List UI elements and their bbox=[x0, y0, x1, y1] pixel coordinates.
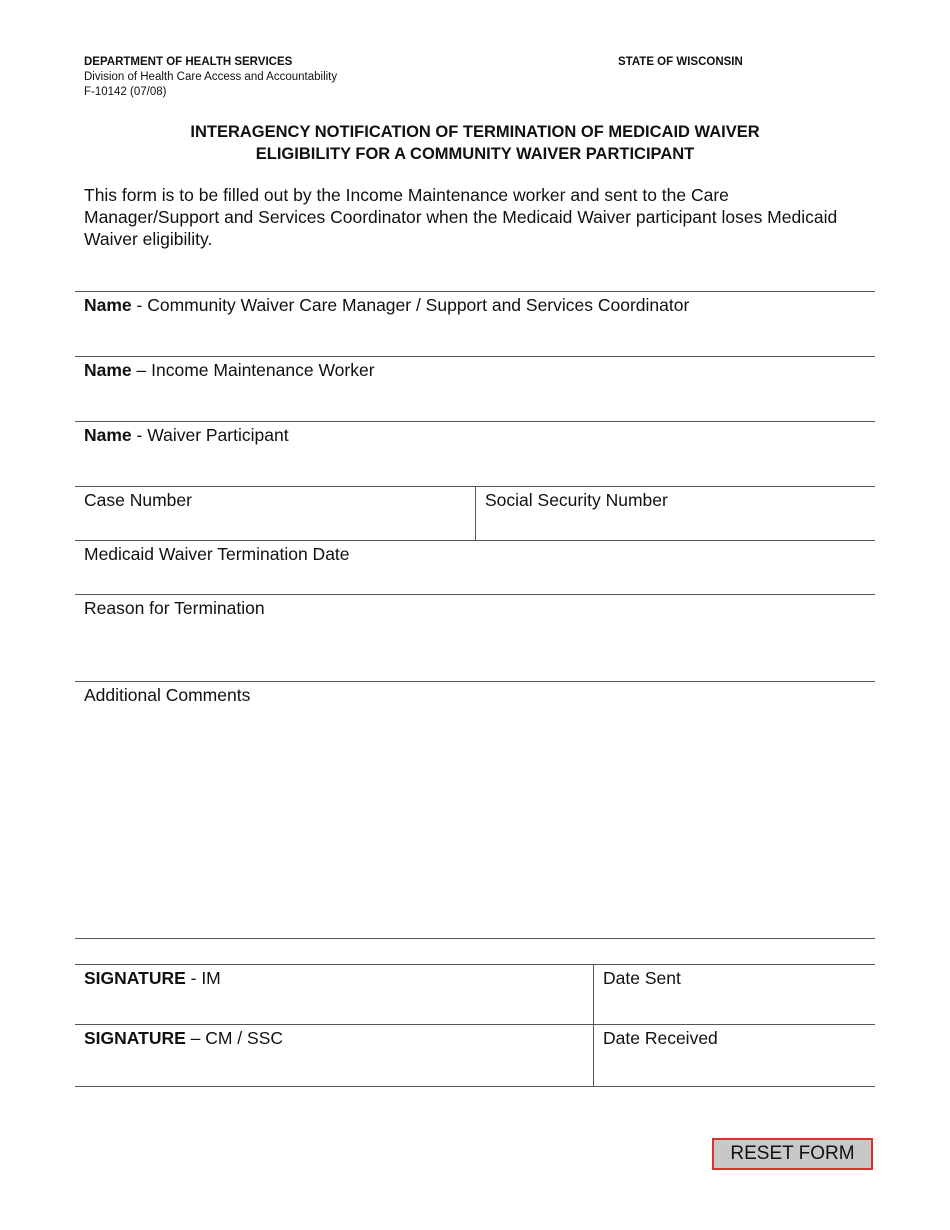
reason-label: Reason for Termination bbox=[84, 598, 265, 618]
care-manager-label-bold: Name bbox=[84, 295, 132, 315]
date-sent-label: Date Sent bbox=[603, 968, 681, 988]
im-worker-cell bbox=[75, 357, 875, 421]
participant-label bbox=[84, 425, 289, 445]
signature-cm-label-rest: – CM / SSC bbox=[185, 1028, 284, 1048]
date-received-label: Date Received bbox=[603, 1028, 718, 1048]
date-sent-cell bbox=[593, 965, 875, 1024]
title-line-2: ELIGIBILITY FOR A COMMUNITY WAIVER PARTICIPANT bbox=[255, 145, 695, 163]
care-manager-cell bbox=[75, 292, 875, 356]
signature-cm-label bbox=[84, 1028, 283, 1048]
participant-label-rest: - Waiver Participant bbox=[131, 425, 289, 445]
reset-form-button[interactable]: RESET FORM bbox=[712, 1138, 873, 1170]
case-number-cell bbox=[75, 487, 475, 540]
reason-input[interactable] bbox=[84, 619, 839, 638]
im-worker-label-rest: – Income Maintenance Worker bbox=[131, 360, 375, 380]
im-worker-label-bold: Name bbox=[84, 360, 132, 380]
care-manager-label-rest: - Community Waiver Care Manager / Support and Services Coordinator bbox=[131, 295, 690, 315]
im-worker-row bbox=[75, 356, 875, 421]
care-manager-row bbox=[75, 291, 875, 356]
care-manager-name-input[interactable] bbox=[84, 316, 839, 335]
state-name: STATE OF WISCONSIN bbox=[618, 56, 743, 68]
case-number-label: Case Number bbox=[84, 490, 192, 510]
participant-name-input[interactable] bbox=[84, 446, 839, 465]
participant-row bbox=[75, 421, 875, 486]
title-line-1: INTERAGENCY NOTIFICATION OF TERMINATION OF MEDICAID WAIVER bbox=[190, 123, 760, 141]
case-ssn-row bbox=[75, 486, 875, 540]
comments-row bbox=[75, 681, 875, 938]
signature-block bbox=[75, 964, 875, 1087]
termination-date-cell bbox=[75, 541, 875, 594]
intro-text: This form is to be filled out by the Income Maintenance worker and sent to the Care Manager/Support and Services Coordinator when the Medicaid Waiver participant loses Medicaid Waiver eligibility. bbox=[84, 185, 838, 249]
reason-cell bbox=[75, 595, 875, 681]
termination-date-input[interactable] bbox=[84, 565, 839, 584]
participant-cell bbox=[75, 422, 875, 486]
ssn-cell bbox=[475, 487, 875, 540]
comments-label: Additional Comments bbox=[84, 685, 251, 705]
department-name: DEPARTMENT OF HEALTH SERVICES bbox=[84, 56, 293, 68]
im-worker-name-input[interactable] bbox=[84, 381, 839, 400]
date-received-input[interactable] bbox=[603, 1049, 865, 1068]
signature-im-label bbox=[84, 968, 221, 988]
comments-cell bbox=[75, 682, 875, 938]
signature-im-label-rest: - IM bbox=[185, 968, 221, 988]
ssn-label: Social Security Number bbox=[485, 490, 668, 510]
signature-cm-cell[interactable] bbox=[75, 1025, 593, 1086]
signature-cm-row bbox=[75, 1024, 875, 1086]
care-manager-label bbox=[84, 295, 689, 315]
signature-im-row bbox=[75, 964, 875, 1024]
date-sent-input[interactable] bbox=[603, 989, 865, 1008]
comments-bottom-border bbox=[75, 938, 875, 939]
termination-date-row bbox=[75, 540, 875, 594]
form-fields bbox=[75, 291, 875, 939]
form-title bbox=[84, 121, 866, 165]
case-number-input[interactable] bbox=[84, 511, 459, 530]
participant-label-bold: Name bbox=[84, 425, 132, 445]
termination-date-label: Medicaid Waiver Termination Date bbox=[84, 544, 350, 564]
date-received-cell bbox=[593, 1025, 875, 1086]
signature-im-cell[interactable] bbox=[75, 965, 593, 1024]
form-number: F-10142 (07/08) bbox=[84, 86, 167, 98]
division-name: Division of Health Care Access and Accountability bbox=[84, 71, 338, 83]
ssn-input[interactable] bbox=[485, 511, 860, 530]
agency-header bbox=[84, 55, 337, 100]
signature-im-label-bold: SIGNATURE bbox=[84, 968, 186, 988]
signature-cm-label-bold: SIGNATURE bbox=[84, 1028, 186, 1048]
reason-row bbox=[75, 594, 875, 681]
comments-textarea[interactable] bbox=[84, 706, 847, 930]
im-worker-label bbox=[84, 360, 375, 380]
